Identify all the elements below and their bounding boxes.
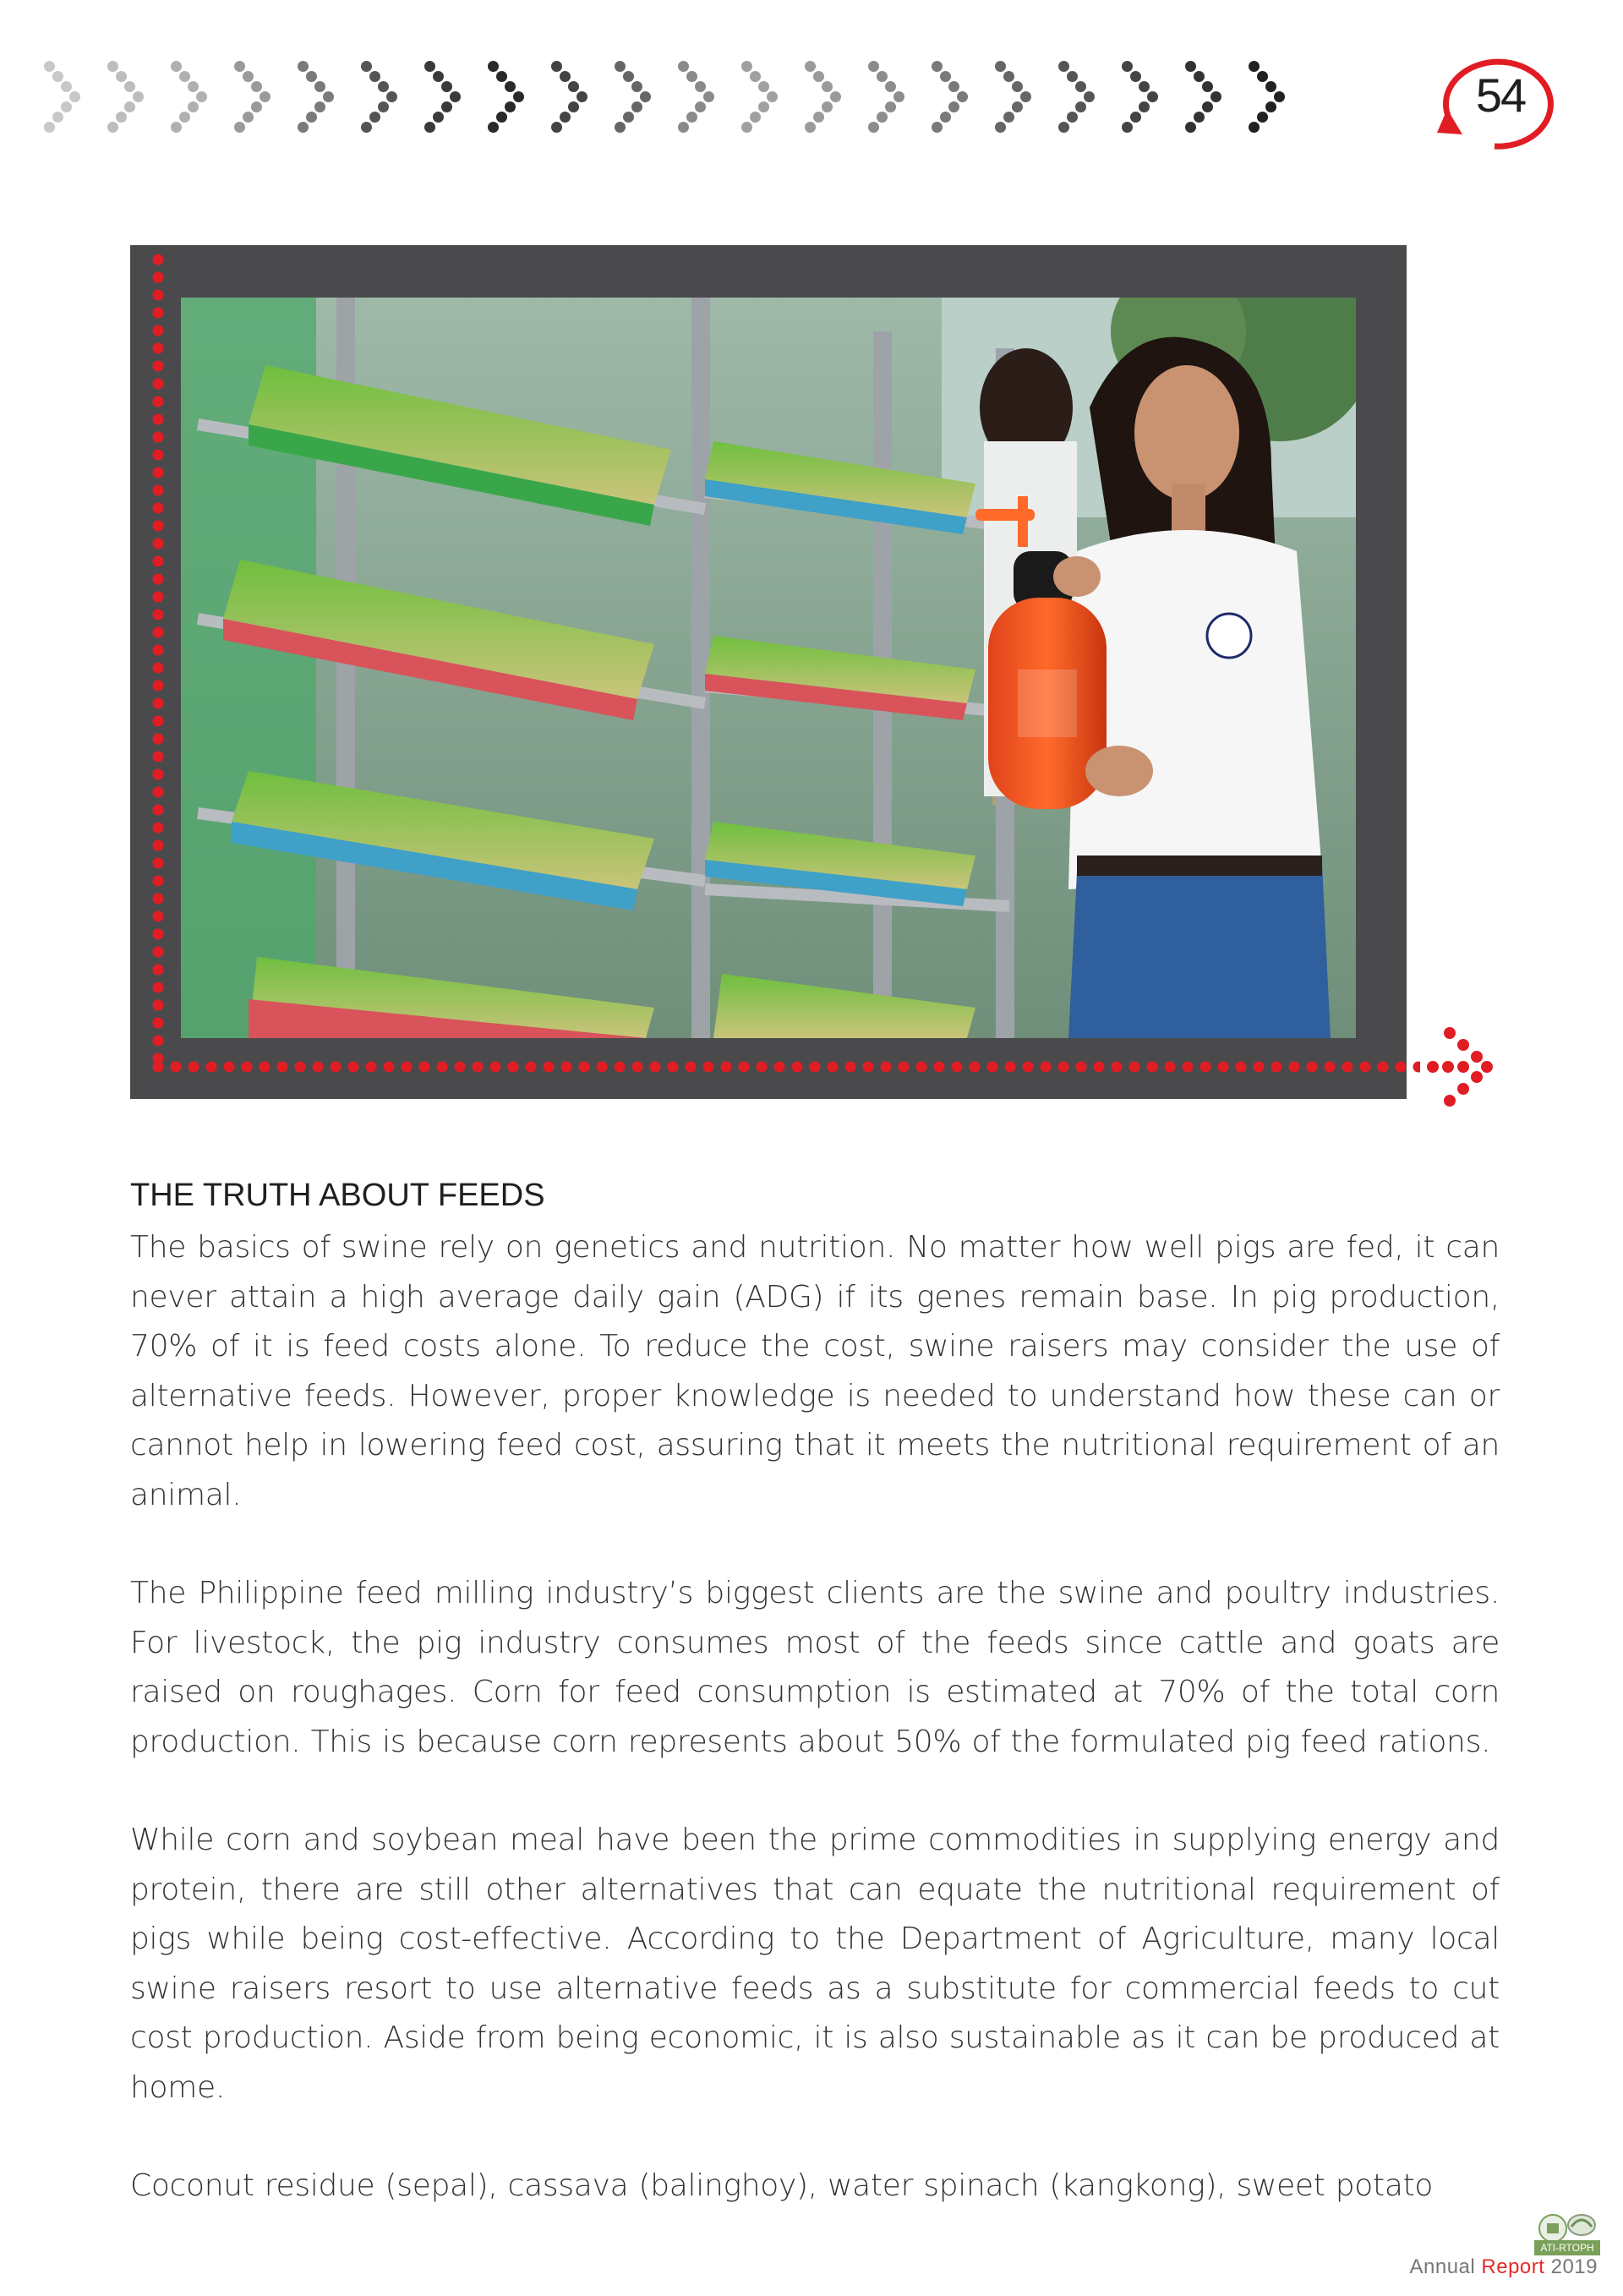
paragraph-4: Coconut residue (sepal), cassava (balinghoy), water spinach (kangkong), sweet potato <box>130 2168 1434 2203</box>
chevron-icon <box>1058 61 1089 128</box>
paragraph-2: The Philippine feed milling industry’s biggest clients are the swine and poultry industries. For livestock, the pig industry consumes most of the feeds since cattle and goats are raised on roughages. Corn for feed consumption is estimated at 70% of the total corn production. This is because corn represents about 50% of the formulated pig feed rations. <box>130 1576 1500 1759</box>
chevron-icon <box>107 61 138 128</box>
article-body <box>130 1171 1500 2211</box>
brand-prefix: Annual <box>1409 2255 1482 2278</box>
chevron-icon <box>171 61 201 128</box>
paragraph-3: While corn and soybean meal have been the prime commodities in supplying energy and protein, there are still other alternatives that can equate the nutritional requirement of pigs while being cost-effective. According to the Department of Agriculture, many local swine raisers resort to use alternative feeds as a substitute for commercial feeds to cut cost production. Aside from being economic, it is also sustainable as it can be produced at home. <box>130 1823 1500 2105</box>
page-number-badge <box>1429 46 1564 156</box>
annual-report-brand <box>1409 2255 1598 2279</box>
chevron-icon <box>234 61 265 128</box>
chevron-icon <box>1249 61 1279 128</box>
chevron-icon <box>551 61 582 128</box>
article-heading: THE TRUTH ABOUT FEEDS <box>130 1178 545 1213</box>
red-dotted-border-left <box>152 254 164 1067</box>
chevron-icon <box>805 61 835 128</box>
brand-year: 2019 <box>1544 2255 1598 2278</box>
chevron-icon <box>424 61 455 128</box>
decorative-chevron-row <box>44 61 1295 137</box>
chevron-icon <box>361 61 391 128</box>
feature-photo <box>181 298 1356 1038</box>
hydroponic-fodder-photo <box>181 298 1356 1038</box>
brand-accent: Report <box>1481 2255 1545 2278</box>
chevron-icon <box>1122 61 1152 128</box>
logo-label: ATI-RTOPH <box>1534 2240 1600 2255</box>
photo-frame <box>130 245 1407 1099</box>
red-dotted-arrow-icon <box>1424 1023 1500 1116</box>
chevron-icon <box>995 61 1025 128</box>
chevron-icon <box>932 61 962 128</box>
chevron-icon <box>678 61 708 128</box>
chevron-icon <box>1185 61 1216 128</box>
chevron-icon <box>868 61 899 128</box>
chevron-icon <box>488 61 518 128</box>
chevron-icon <box>741 61 772 128</box>
chevron-icon <box>298 61 328 128</box>
chevron-icon <box>615 61 645 128</box>
page-number: 54 <box>1475 68 1526 122</box>
paragraph-1: The basics of swine rely on genetics and nutrition. No matter how well pigs are fed, it can never attain a high average daily gain (ADG) if its genes remain base. In pig production, 70% of it is feed costs alone. To reduce the cost, swine raisers may consider the use of alternative feeds. However, proper knowledge is needed to understand how these can or cannot help in lowering feed cost, assuring that it meets the nutritional requirement of an animal. <box>130 1230 1500 1512</box>
red-dotted-border-bottom <box>152 1061 1420 1073</box>
chevron-icon <box>44 61 74 128</box>
